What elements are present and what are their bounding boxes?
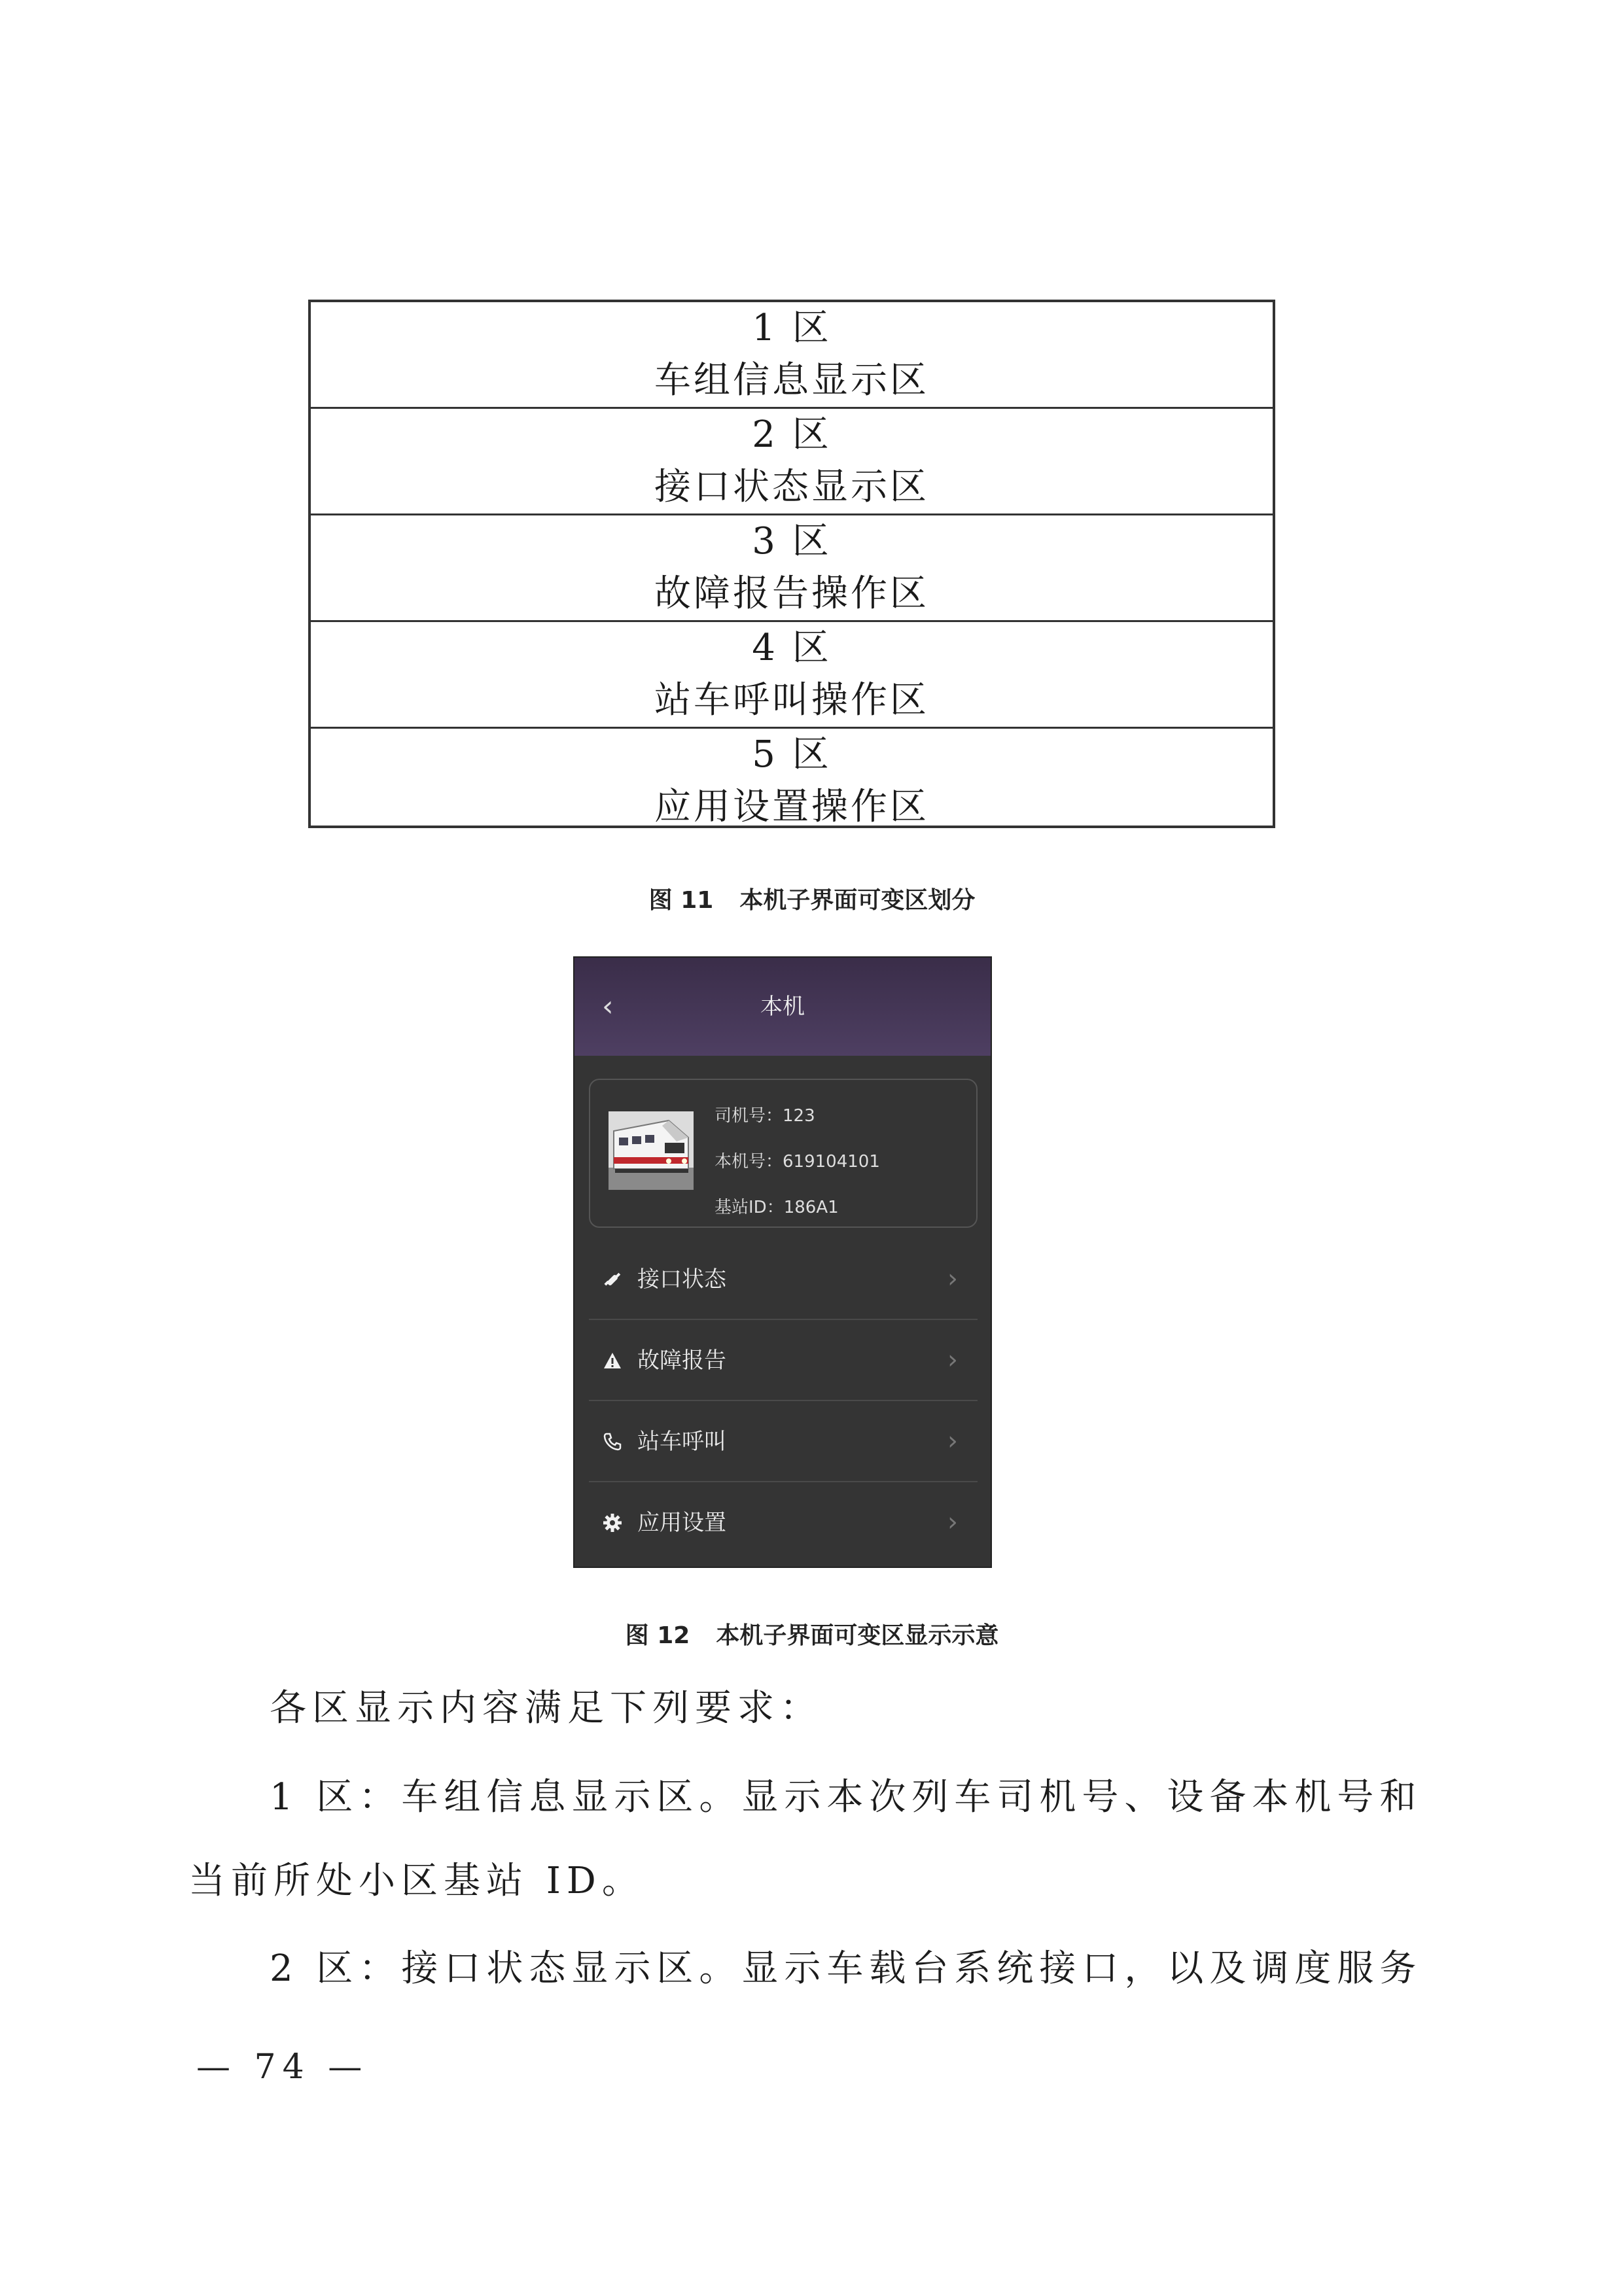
- driver-number: 司机号：123: [715, 1106, 815, 1126]
- zone-number: 2 区: [752, 413, 832, 456]
- zone-row-1: [311, 302, 1273, 409]
- zone-number: 5 区: [752, 733, 832, 776]
- figure-11-caption: [0, 882, 1624, 915]
- figure-title: 本机子界面可变区划分: [739, 887, 976, 914]
- figure-number: 图 11: [648, 887, 714, 914]
- menu-item-station-call[interactable]: [589, 1401, 978, 1482]
- zone-row-2: [311, 409, 1273, 515]
- zone-number: 1 区: [752, 307, 832, 349]
- zone-name: 站车呼叫操作区: [654, 679, 929, 722]
- menu-label: 接口状态: [637, 1266, 726, 1293]
- train-info-card: [589, 1079, 978, 1228]
- zone-name: 接口状态显示区: [654, 466, 929, 508]
- menu-label: 应用设置: [637, 1510, 726, 1536]
- menu-label: 故障报告: [637, 1348, 726, 1374]
- figure-title: 本机子界面可变区显示示意: [716, 1622, 999, 1649]
- zone-number: 3 区: [752, 520, 832, 563]
- plug-icon: [601, 1265, 624, 1294]
- paragraph-intro: 各区显示内容满足下列要求：: [270, 1687, 822, 1730]
- chevron-right-icon: ›: [947, 1345, 958, 1375]
- paragraph-zone1-line1: 1 区：车组信息显示区。显示本次列车司机号、设备本机号和: [270, 1776, 1422, 1818]
- device-number: 本机号：619104101: [715, 1152, 880, 1172]
- zone-row-4: [311, 622, 1273, 729]
- phone-screen: [573, 956, 992, 1568]
- menu-item-interface-status[interactable]: [589, 1239, 978, 1320]
- zone-table: [308, 300, 1275, 828]
- screen-title: 本机: [760, 994, 805, 1020]
- figure-number: 图 12: [625, 1622, 690, 1649]
- chevron-right-icon: ›: [947, 1507, 958, 1537]
- zone-row-5: [311, 729, 1273, 833]
- zone-name: 车组信息显示区: [654, 359, 929, 402]
- page-number: — 74 —: [196, 2047, 369, 2087]
- zone-name: 故障报告操作区: [654, 572, 929, 615]
- figure-12-caption: [0, 1617, 1624, 1650]
- zone-row-3: [311, 515, 1273, 622]
- menu-item-fault-report[interactable]: [589, 1320, 978, 1401]
- paragraph-zone2-line1: 2 区：接口状态显示区。显示车载台系统接口，以及调度服务: [270, 1947, 1422, 1990]
- paragraph-zone1-line2: 当前所处小区基站 ID。: [188, 1860, 644, 1902]
- base-station-id: 基站ID：186A1: [715, 1198, 839, 1217]
- zone-name: 应用设置操作区: [654, 786, 929, 828]
- menu-item-app-settings[interactable]: [589, 1482, 978, 1563]
- train-icon: [609, 1111, 694, 1190]
- back-chevron-icon[interactable]: ‹: [602, 990, 614, 1023]
- chevron-right-icon: ›: [947, 1264, 958, 1294]
- warning-icon: [601, 1346, 624, 1375]
- chevron-right-icon: ›: [947, 1426, 958, 1456]
- zone-number: 4 区: [752, 627, 832, 669]
- app-header: [574, 958, 991, 1056]
- menu-label: 站车呼叫: [637, 1429, 726, 1455]
- phone-icon: [601, 1427, 624, 1456]
- info-lines: [715, 1093, 880, 1230]
- gear-icon: [601, 1508, 624, 1537]
